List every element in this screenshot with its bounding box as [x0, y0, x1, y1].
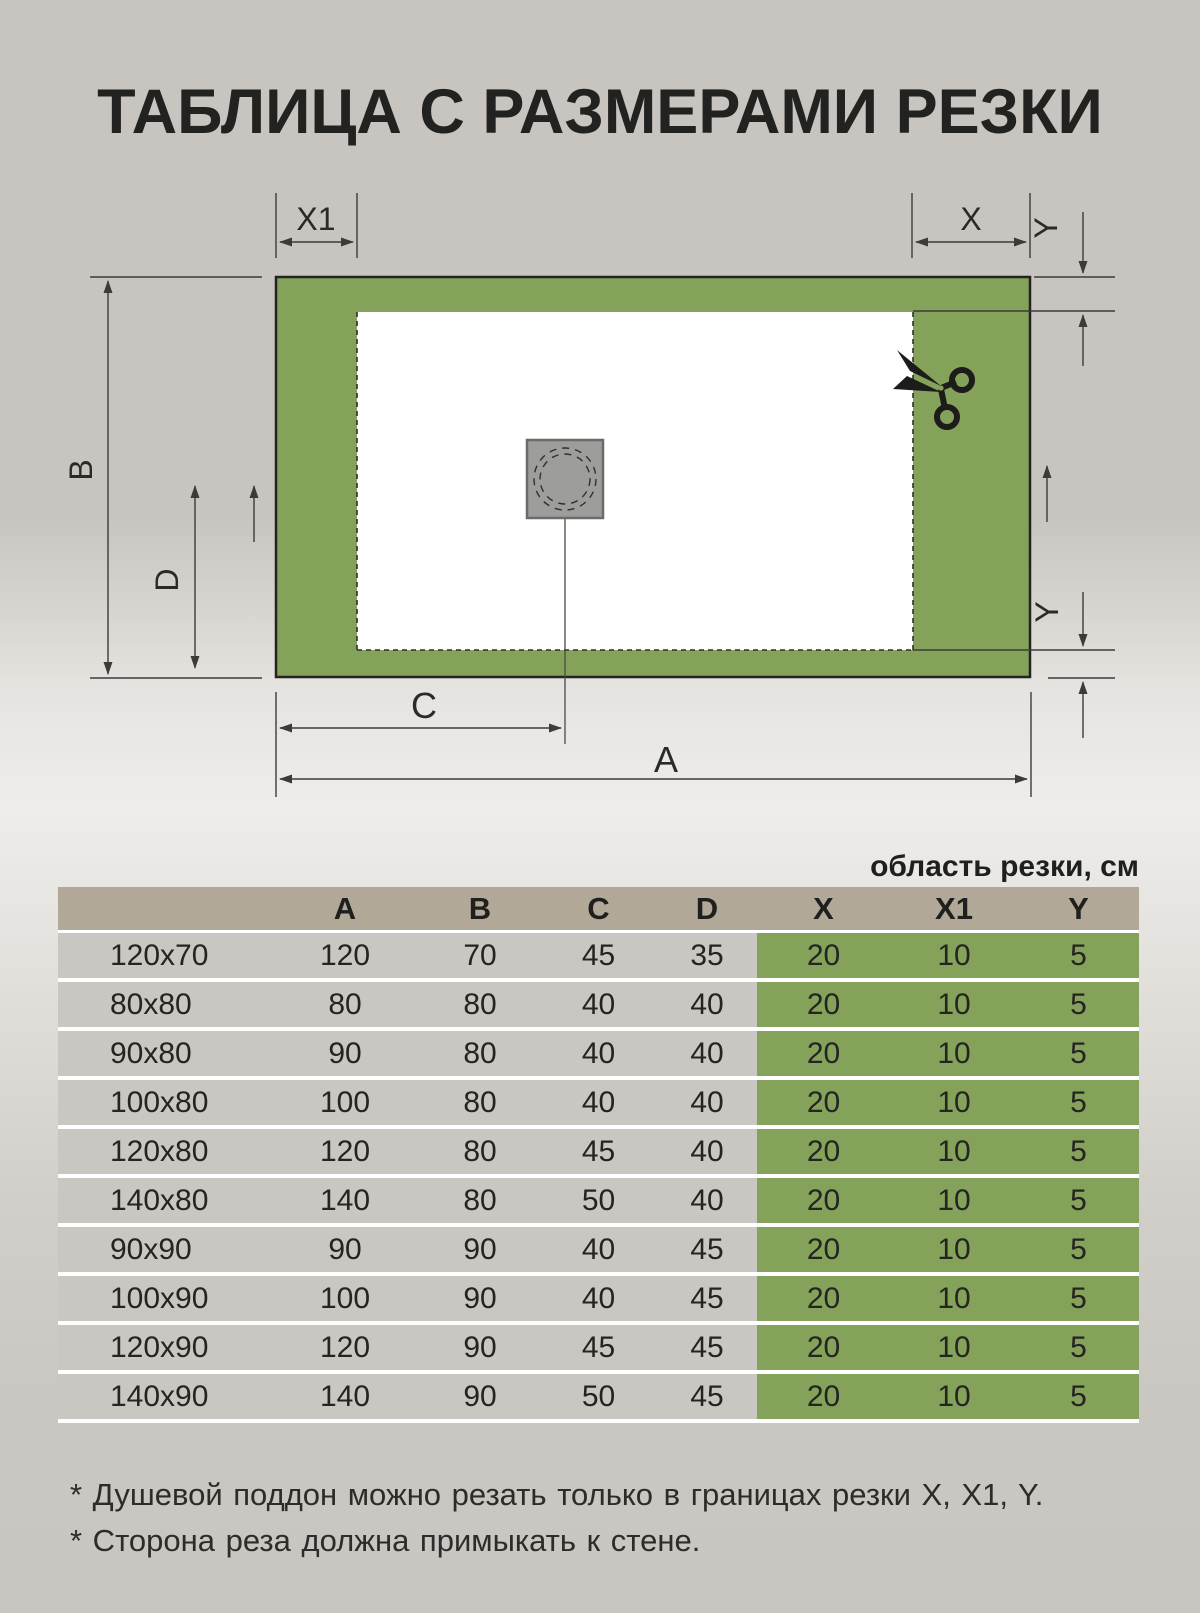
- table-cell: 45: [657, 1227, 757, 1272]
- table-row: [58, 1080, 1139, 1129]
- row-size-label: 120x80: [58, 1129, 270, 1174]
- table-cell: 90: [270, 1227, 420, 1272]
- row-size-label: 90x80: [58, 1031, 270, 1076]
- footnotes: [70, 1472, 1150, 1564]
- table-cell: 20: [757, 1374, 890, 1419]
- table-cell: 90: [420, 1276, 540, 1321]
- column-header-x: X: [813, 890, 834, 926]
- table-cell: 80: [420, 1031, 540, 1076]
- table-cell: 20: [757, 933, 890, 978]
- footnote-2: * Сторона реза должна примыкать к стене.: [70, 1522, 701, 1558]
- label-y-top: Y: [1028, 217, 1064, 239]
- table-cell: 50: [540, 1178, 657, 1223]
- table-cell: 80: [420, 982, 540, 1027]
- table-cell: 5: [1018, 1374, 1139, 1419]
- table-row: [58, 982, 1139, 1031]
- table-cell: 140: [270, 1374, 420, 1419]
- table-cell: 35: [657, 933, 757, 978]
- table-cell: 5: [1018, 982, 1139, 1027]
- table-cell: 5: [1018, 1080, 1139, 1125]
- table-row: [58, 1374, 1139, 1423]
- table-row: [58, 933, 1139, 982]
- table-cell: 10: [890, 1031, 1018, 1076]
- no-cut-area: [357, 312, 913, 650]
- table-cell: 100: [270, 1080, 420, 1125]
- table-cell: 5: [1018, 933, 1139, 978]
- table-cell: 5: [1018, 1325, 1139, 1370]
- table-cell: 80: [420, 1178, 540, 1223]
- table-cell: 5: [1018, 1227, 1139, 1272]
- label-x: X: [960, 201, 982, 237]
- shower-tray: [276, 277, 1030, 677]
- column-header-y: Y: [1068, 890, 1089, 926]
- table-cell: 45: [657, 1325, 757, 1370]
- table-cell: 50: [540, 1374, 657, 1419]
- table-cell: 10: [890, 1276, 1018, 1321]
- table-cell: 10: [890, 1080, 1018, 1125]
- column-header: [58, 887, 270, 930]
- table-cell: 45: [657, 1374, 757, 1419]
- table-cell: 5: [1018, 1031, 1139, 1076]
- label-c: C: [411, 685, 437, 726]
- table-cell: 90: [420, 1325, 540, 1370]
- table-cell: 20: [757, 1129, 890, 1174]
- table-cell: 40: [540, 1080, 657, 1125]
- table-cell: 45: [540, 933, 657, 978]
- table-cell: 10: [890, 1374, 1018, 1419]
- table-row: [58, 1227, 1139, 1276]
- table-row: [58, 1325, 1139, 1374]
- table-cell: 20: [757, 1178, 890, 1223]
- table-caption: область резки, см: [870, 850, 1139, 883]
- table-cell: 70: [420, 933, 540, 978]
- table-row: [58, 1129, 1139, 1178]
- table-cell: 45: [540, 1325, 657, 1370]
- table-cell: 10: [890, 1227, 1018, 1272]
- table-cell: 20: [757, 1276, 890, 1321]
- table-cell: 20: [757, 1080, 890, 1125]
- page-title: ТАБЛИЦА С РАЗМЕРАМИ РЕЗКИ: [97, 77, 1103, 147]
- table-row: [58, 1178, 1139, 1227]
- table-cell: 10: [890, 982, 1018, 1027]
- column-header-c: C: [587, 890, 610, 926]
- label-a: A: [653, 739, 679, 780]
- column-header-x1: X1: [935, 890, 973, 926]
- table-cell: 40: [540, 1276, 657, 1321]
- table-cell: 20: [757, 982, 890, 1027]
- table-cell: 80: [420, 1080, 540, 1125]
- table-cell: 10: [890, 1325, 1018, 1370]
- table-cell: 40: [657, 1178, 757, 1223]
- table-cell: 40: [657, 1031, 757, 1076]
- table-cell: 5: [1018, 1129, 1139, 1174]
- table-cell: 5: [1018, 1276, 1139, 1321]
- label-y-bottom: Y: [1029, 601, 1065, 623]
- row-size-label: 100x80: [58, 1080, 270, 1125]
- row-size-label: 140x90: [58, 1374, 270, 1419]
- table-cell: 10: [890, 1178, 1018, 1223]
- row-size-label: 80x80: [58, 982, 270, 1027]
- table-cell: 40: [657, 982, 757, 1027]
- table-cell: 90: [270, 1031, 420, 1076]
- footnote-1: * Душевой поддон можно резать только в границах резки X, X1, Y.: [70, 1477, 1044, 1512]
- row-size-label: 100x90: [58, 1276, 270, 1321]
- table-cell: 10: [890, 1129, 1018, 1174]
- table-row: [58, 1031, 1139, 1080]
- column-header-d: D: [695, 890, 719, 926]
- table-cell: 45: [657, 1276, 757, 1321]
- table-cell: 80: [270, 982, 420, 1027]
- table-cell: 40: [540, 982, 657, 1027]
- table-cell: 40: [540, 1031, 657, 1076]
- label-d: D: [149, 568, 185, 592]
- label-b: B: [63, 459, 99, 481]
- table-body: [58, 933, 1139, 1423]
- table-cell: 45: [540, 1129, 657, 1174]
- table-cell: 120: [270, 1129, 420, 1174]
- table-cell: 90: [420, 1374, 540, 1419]
- table-cell: 100: [270, 1276, 420, 1321]
- column-header-b: B: [468, 890, 492, 926]
- table-cell: 5: [1018, 1178, 1139, 1223]
- table-cell: 10: [890, 933, 1018, 978]
- table-cell: 90: [420, 1227, 540, 1272]
- table-cell: 40: [657, 1129, 757, 1174]
- table-cell: 140: [270, 1178, 420, 1223]
- table-cell: 120: [270, 1325, 420, 1370]
- table-cell: 20: [757, 1031, 890, 1076]
- table-header-row: [58, 887, 1139, 933]
- table-row: [58, 1276, 1139, 1325]
- table-cell: 40: [540, 1227, 657, 1272]
- size-table: [58, 887, 1139, 1423]
- table-cell: 40: [657, 1080, 757, 1125]
- table-cell: 80: [420, 1129, 540, 1174]
- table-cell: 20: [757, 1325, 890, 1370]
- table-cell: 120: [270, 933, 420, 978]
- column-header-a: A: [333, 890, 357, 926]
- table-cell: 20: [757, 1227, 890, 1272]
- label-x1: X1: [296, 201, 336, 237]
- row-size-label: 120x90: [58, 1325, 270, 1370]
- row-size-label: 140x80: [58, 1178, 270, 1223]
- row-size-label: 90x90: [58, 1227, 270, 1272]
- row-size-label: 120x70: [58, 933, 270, 978]
